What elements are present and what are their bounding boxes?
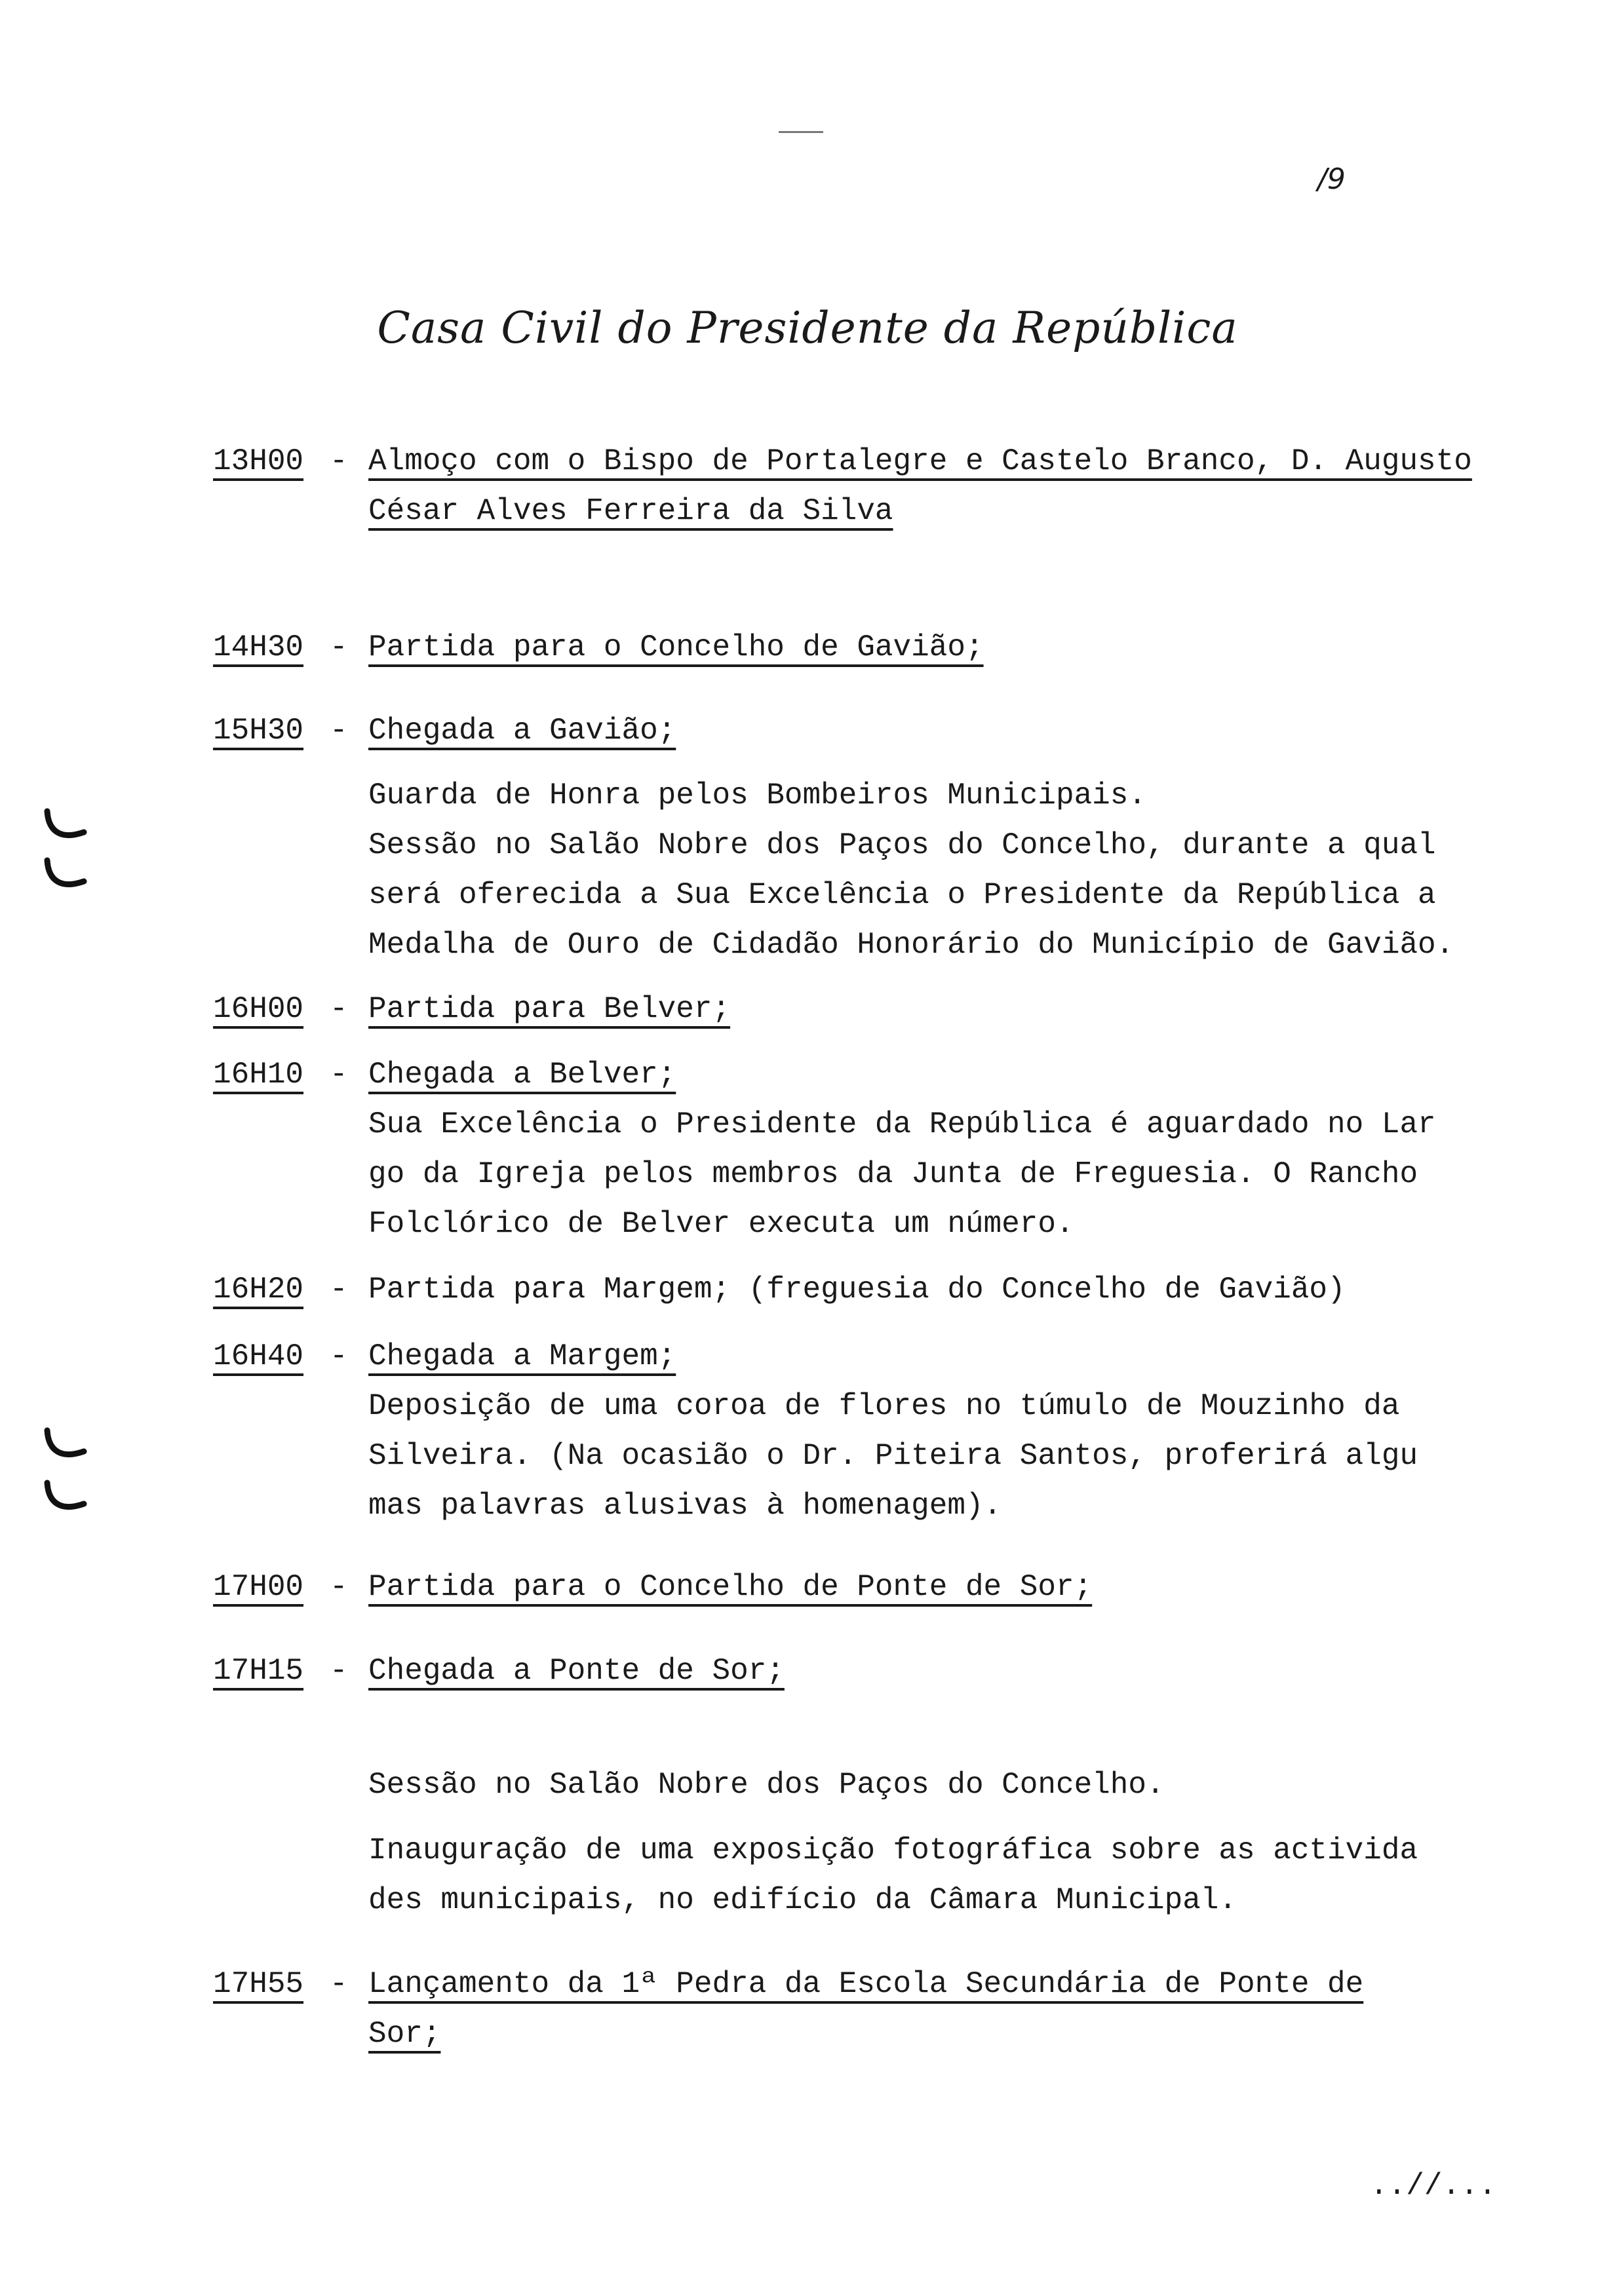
- entry-time: 17H55: [213, 1967, 304, 2001]
- punch-mark-icon: [42, 806, 89, 845]
- entry-separator: -: [330, 1570, 348, 1604]
- entry-time: 14H30: [213, 630, 304, 664]
- entry-detail-line: go da Igreja pelos membros da Junta de Freguesia. O Rancho: [368, 1157, 1418, 1191]
- entry-title-line: Partida para Margem; (freguesia do Concelho de Gavião): [368, 1272, 1346, 1307]
- entry-time: 16H00: [213, 992, 304, 1026]
- entry-title-line: Lançamento da 1ª Pedra da Escola Secundária de Ponte de: [368, 1967, 1364, 2001]
- entry-notes: [368, 1760, 1581, 1925]
- entry-title-line: Sor;: [368, 2017, 441, 2051]
- entry-detail-line: mas palavras alusivas à homenagem).: [368, 1489, 1002, 1523]
- punch-mark-icon: [42, 1478, 89, 1517]
- entry-time: 16H20: [213, 1272, 304, 1307]
- note-line: Guarda de Honra pelos Bombeiros Municipais.: [368, 778, 1146, 813]
- entry-separator: -: [330, 1058, 348, 1092]
- entry-title-line: Partida para o Concelho de Gavião;: [368, 630, 984, 664]
- letterhead: Casa Civil do Presidente da República: [377, 303, 1238, 353]
- entry-detail-line: Silveira. (Na ocasião o Dr. Piteira Santos, proferirá algu: [368, 1439, 1418, 1473]
- page-number: /9: [1317, 163, 1346, 196]
- entry-separator: -: [330, 714, 348, 748]
- entry-detail-line: Deposição de uma coroa de flores no túmulo de Mouzinho da: [368, 1389, 1400, 1423]
- note-line: Medalha de Ouro de Cidadão Honorário do Município de Gavião.: [368, 928, 1454, 962]
- entry-time: 17H15: [213, 1654, 304, 1688]
- entry-separator: -: [330, 1339, 348, 1373]
- entry-title-line: César Alves Ferreira da Silva: [368, 494, 893, 528]
- entry-separator: -: [330, 444, 348, 478]
- entry-title-line: Chegada a Ponte de Sor;: [368, 1654, 785, 1688]
- header-dash: [779, 131, 823, 133]
- note-line: Inauguração de uma exposição fotográfica sobre as activida: [368, 1833, 1418, 1867]
- entry-time: 17H00: [213, 1570, 304, 1604]
- entry-separator: -: [330, 1654, 348, 1688]
- entry-title-line: Almoço com o Bispo de Portalegre e Castelo Branco, D. Augusto: [368, 444, 1472, 478]
- note-line: Sessão no Salão Nobre dos Paços do Concelho, durante a qual: [368, 828, 1436, 862]
- entry-separator: -: [330, 1272, 348, 1307]
- entry-title-line: Partida para o Concelho de Ponte de Sor;: [368, 1570, 1093, 1604]
- entry-separator: -: [330, 1967, 348, 2001]
- entry-separator: -: [330, 630, 348, 664]
- punch-mark-icon: [42, 855, 89, 894]
- entry-title-line: Partida para Belver;: [368, 992, 731, 1026]
- entry-time: 16H10: [213, 1058, 304, 1092]
- entry-title-line: Chegada a Gavião;: [368, 714, 676, 748]
- entry-title-line: Chegada a Belver;: [368, 1058, 676, 1092]
- entry-title-line: Chegada a Margem;: [368, 1339, 676, 1373]
- note-line: Sessão no Salão Nobre dos Paços do Concelho.: [368, 1768, 1165, 1802]
- entry-separator: -: [330, 992, 348, 1026]
- punch-mark-icon: [42, 1425, 89, 1464]
- entry-time: 15H30: [213, 714, 304, 748]
- entry-time: 16H40: [213, 1339, 304, 1373]
- note-line: des municipais, no edifício da Câmara Municipal.: [368, 1883, 1237, 1917]
- entry-detail-line: Folclórico de Belver executa um número.: [368, 1207, 1074, 1241]
- entry-notes: [368, 771, 1581, 970]
- entry-time: 13H00: [213, 444, 304, 478]
- continuation-marker: ..//...: [1370, 2169, 1497, 2203]
- note-line: será oferecida a Sua Excelência o Presidente da República a: [368, 878, 1436, 912]
- entry-detail-line: Sua Excelência o Presidente da República é aguardado no Lar: [368, 1107, 1436, 1141]
